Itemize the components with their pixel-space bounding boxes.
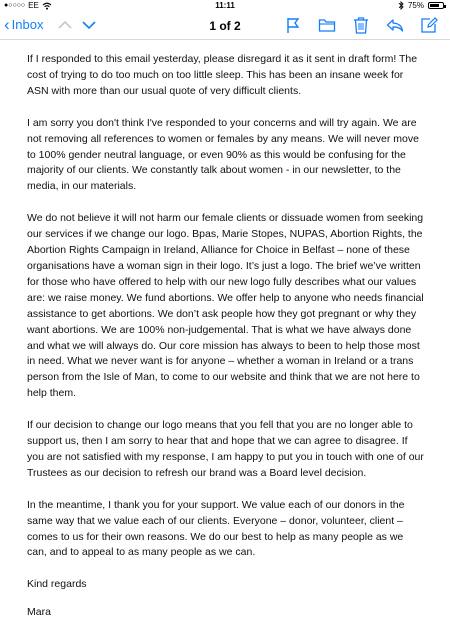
chevron-left-icon: ‹ (4, 15, 10, 34)
email-paragraph: We do not believe it will not harm our female clients or dissuade women from seeking our services if we change our logo. Bpas, Marie Stopes, NUPAS, Abortion Rights, the Abortion Rights Campaign in Ireland, Alliance for Choice in Belfast – none of these organisations have a woman sign in their logo. It’s just a logo. The brief we’ve written for those who have offered to help with our new logo fully describes what our values are: we raise money. We fund abortions. We offer help to anyone who needs financial assistance to get abortions. We don’t ask people how they got pregnant or why they want abortions. We are 100% non-judgemental. That is what we have always done and what we will always do. Our core mission has always to been to help those most in need. What we never want is for anyone – whether a woman in Ireland or a trans person from the Isle of Man, to come to our website and think that we are not here to help them. (27, 212, 424, 400)
email-paragraph: If our decision to change our logo means that you fell that you are no longer able to support us, then I am sorry to hear that and hope that we can agree to disagree. If you are not satisfied with my response, I am happy to put you in touch with one of our Trustees as our decision to refresh our brand was a Board level decision. (27, 419, 424, 479)
trash-icon[interactable] (352, 16, 370, 34)
battery-info (398, 1, 444, 10)
battery-icon (428, 2, 444, 9)
battery-level (430, 4, 439, 7)
toolbar-actions (284, 16, 438, 34)
status-bar (0, 0, 450, 12)
reply-icon[interactable] (386, 16, 404, 34)
compose-icon[interactable] (420, 16, 438, 34)
email-signature: Mara (27, 606, 51, 619)
email-toolbar (0, 12, 450, 40)
message-counter: 1 of 2 (209, 19, 241, 33)
folder-icon[interactable] (318, 16, 336, 34)
carrier-name: EE (28, 1, 39, 10)
back-label: Inbox (11, 17, 44, 32)
email-body (27, 52, 425, 633)
flag-icon[interactable] (284, 16, 302, 34)
bluetooth-icon (398, 1, 404, 10)
email-paragraph: If I responded to this email yesterday, please disregard it as it sent in draft form! The cost of trying to do too much on too little sleep. This has been an insane week for ASN with more than our usual quote of very difficult clients. (27, 53, 418, 97)
signal-strength-icon: ●○○○○ (4, 2, 26, 9)
email-paragraph: In the meantime, I thank you for your support. We value each of our donors in the same way that we value each of our clients. Everyone – donor, volunteer, client – comes to us for their own reasons. We do our best to help as many people as we can, and to appeal to as many people as we can. (27, 498, 405, 559)
battery-percent: 75% (407, 1, 424, 10)
status-time: 11:11 (215, 1, 235, 10)
email-closing: Kind regards (27, 578, 87, 591)
email-paragraph: I am sorry you don't think I've responded to your concerns and will try again. We are not removing all references to women or females by any means. We will never move to 100% gender neutral language, or even 90% as this would be confusing for the majority of our clients. We constantly talk about women - in our newsletter, to the media, in our materials. (27, 116, 419, 193)
